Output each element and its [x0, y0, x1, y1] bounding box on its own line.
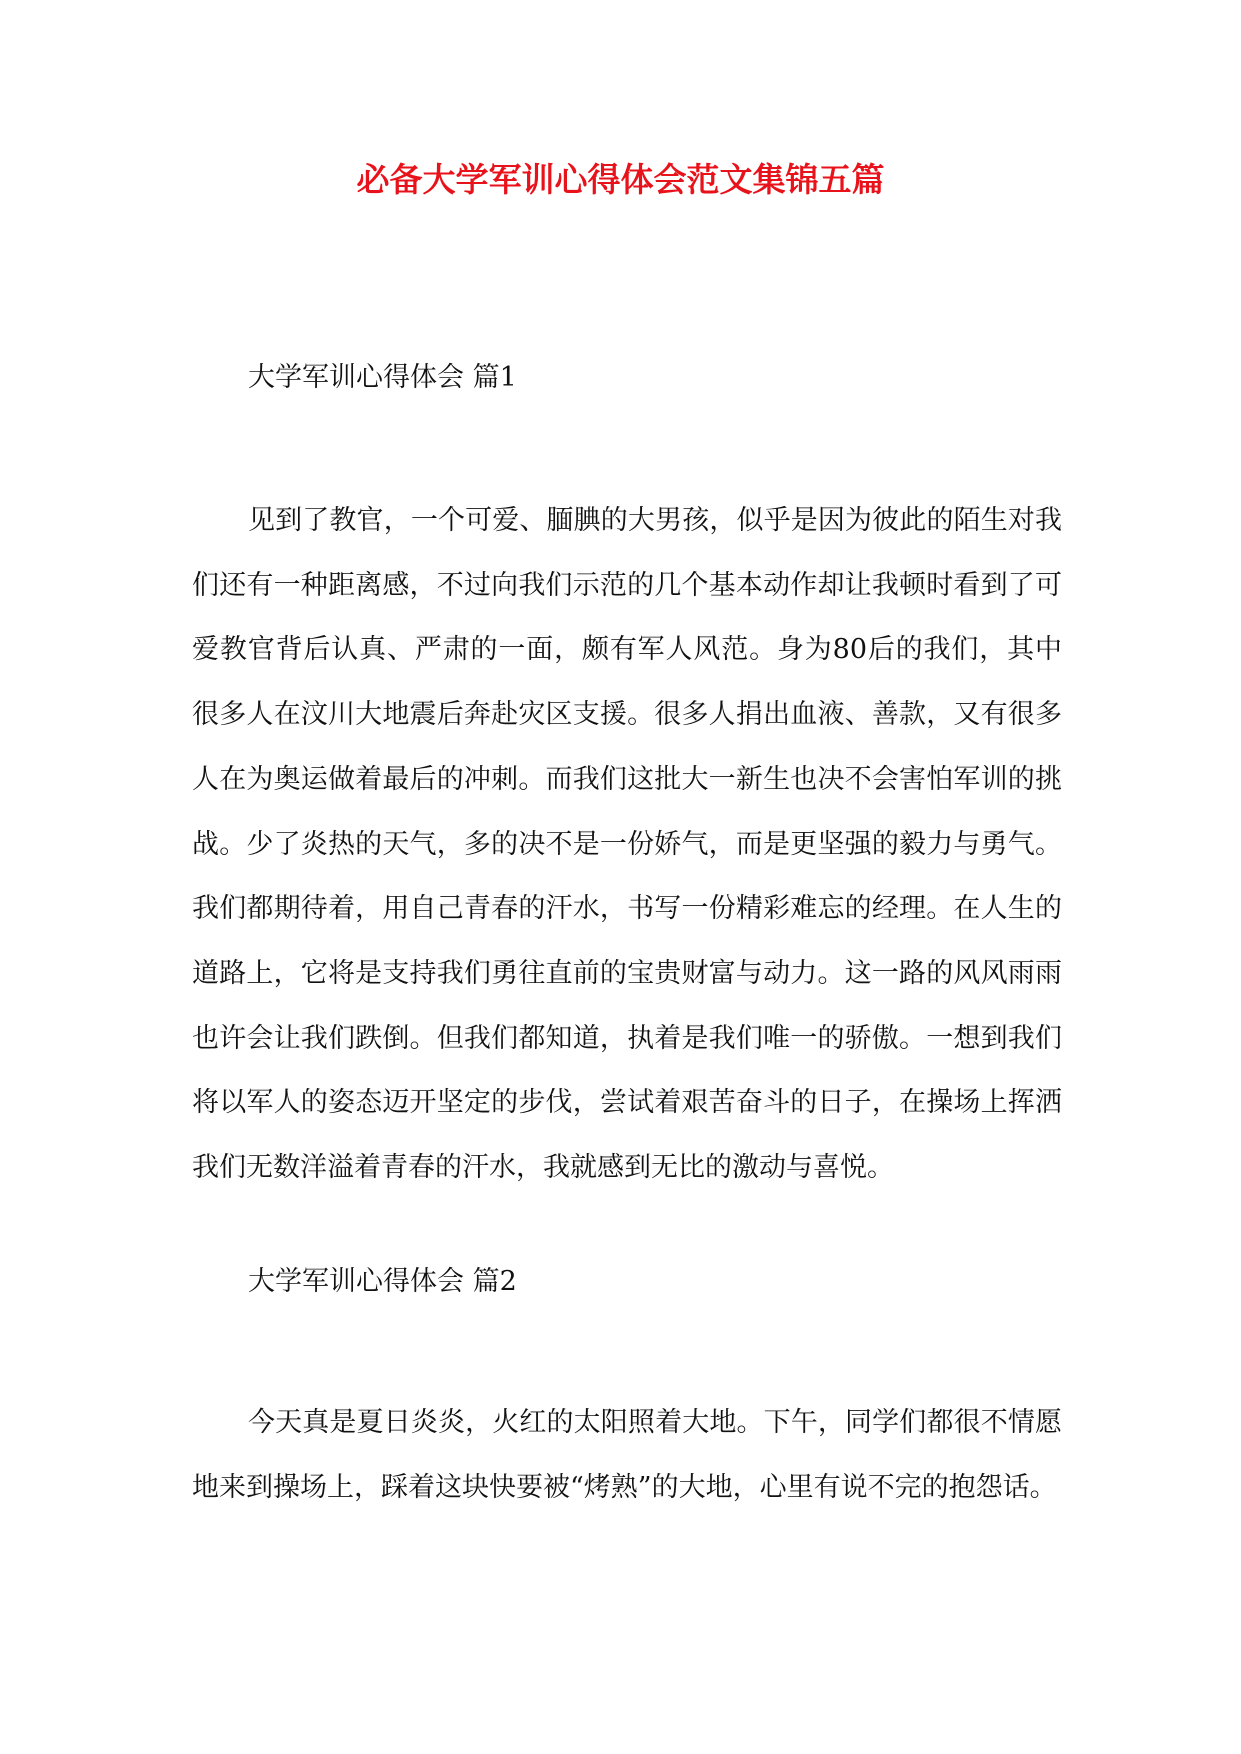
section-heading-2: 大学军训心得体会 篇2 — [248, 1266, 517, 1297]
section-paragraph-1: 见到了教官，一个可爱、腼腆的大男孩，似乎是因为彼此的陌生对我们还有一种距离感，不过向我们示范的几个基本动作却让我顿时看到了可爱教官背后认真、严肃的一面，颇有军人风范。身为80后的我们，其中很多人在汶川大地震后奔赴灾区支援。很多人捐出血液、善款，又有很多人在为奥运做着最后的冲刺。而我们这批大一新生也决不会害怕军训的挑战。少了炎热的天气，多的决不是一份娇气，而是更坚强的毅力与勇气。我们都期待着，用自己青春的汗水，书写一份精彩难忘的经理。在人生的道路上，它将是支持我们勇往直前的宝贵财富与动力。这一路的风风雨雨也许会让我们跌倒。但我们都知道，执着是我们唯一的骄傲。一想到我们将以军人的姿态迈开坚定的步伐，尝试着艰苦奋斗的日子，在操场上挥洒我们无数洋溢着青春的汗水，我就感到无比的激动与喜悦。 — [192, 505, 1062, 1184]
section-heading-1: 大学军训心得体会 篇1 — [248, 362, 517, 393]
document-title: 必备大学军训心得体会范文集锦五篇 — [356, 160, 885, 199]
section-paragraph-2: 今天真是夏日炎炎，火红的太阳照着大地。下午，同学们都很不情愿地来到操场上，踩着这块快要被“烤熟”的大地，心里有说不完的抱怨话。 — [192, 1407, 1062, 1503]
